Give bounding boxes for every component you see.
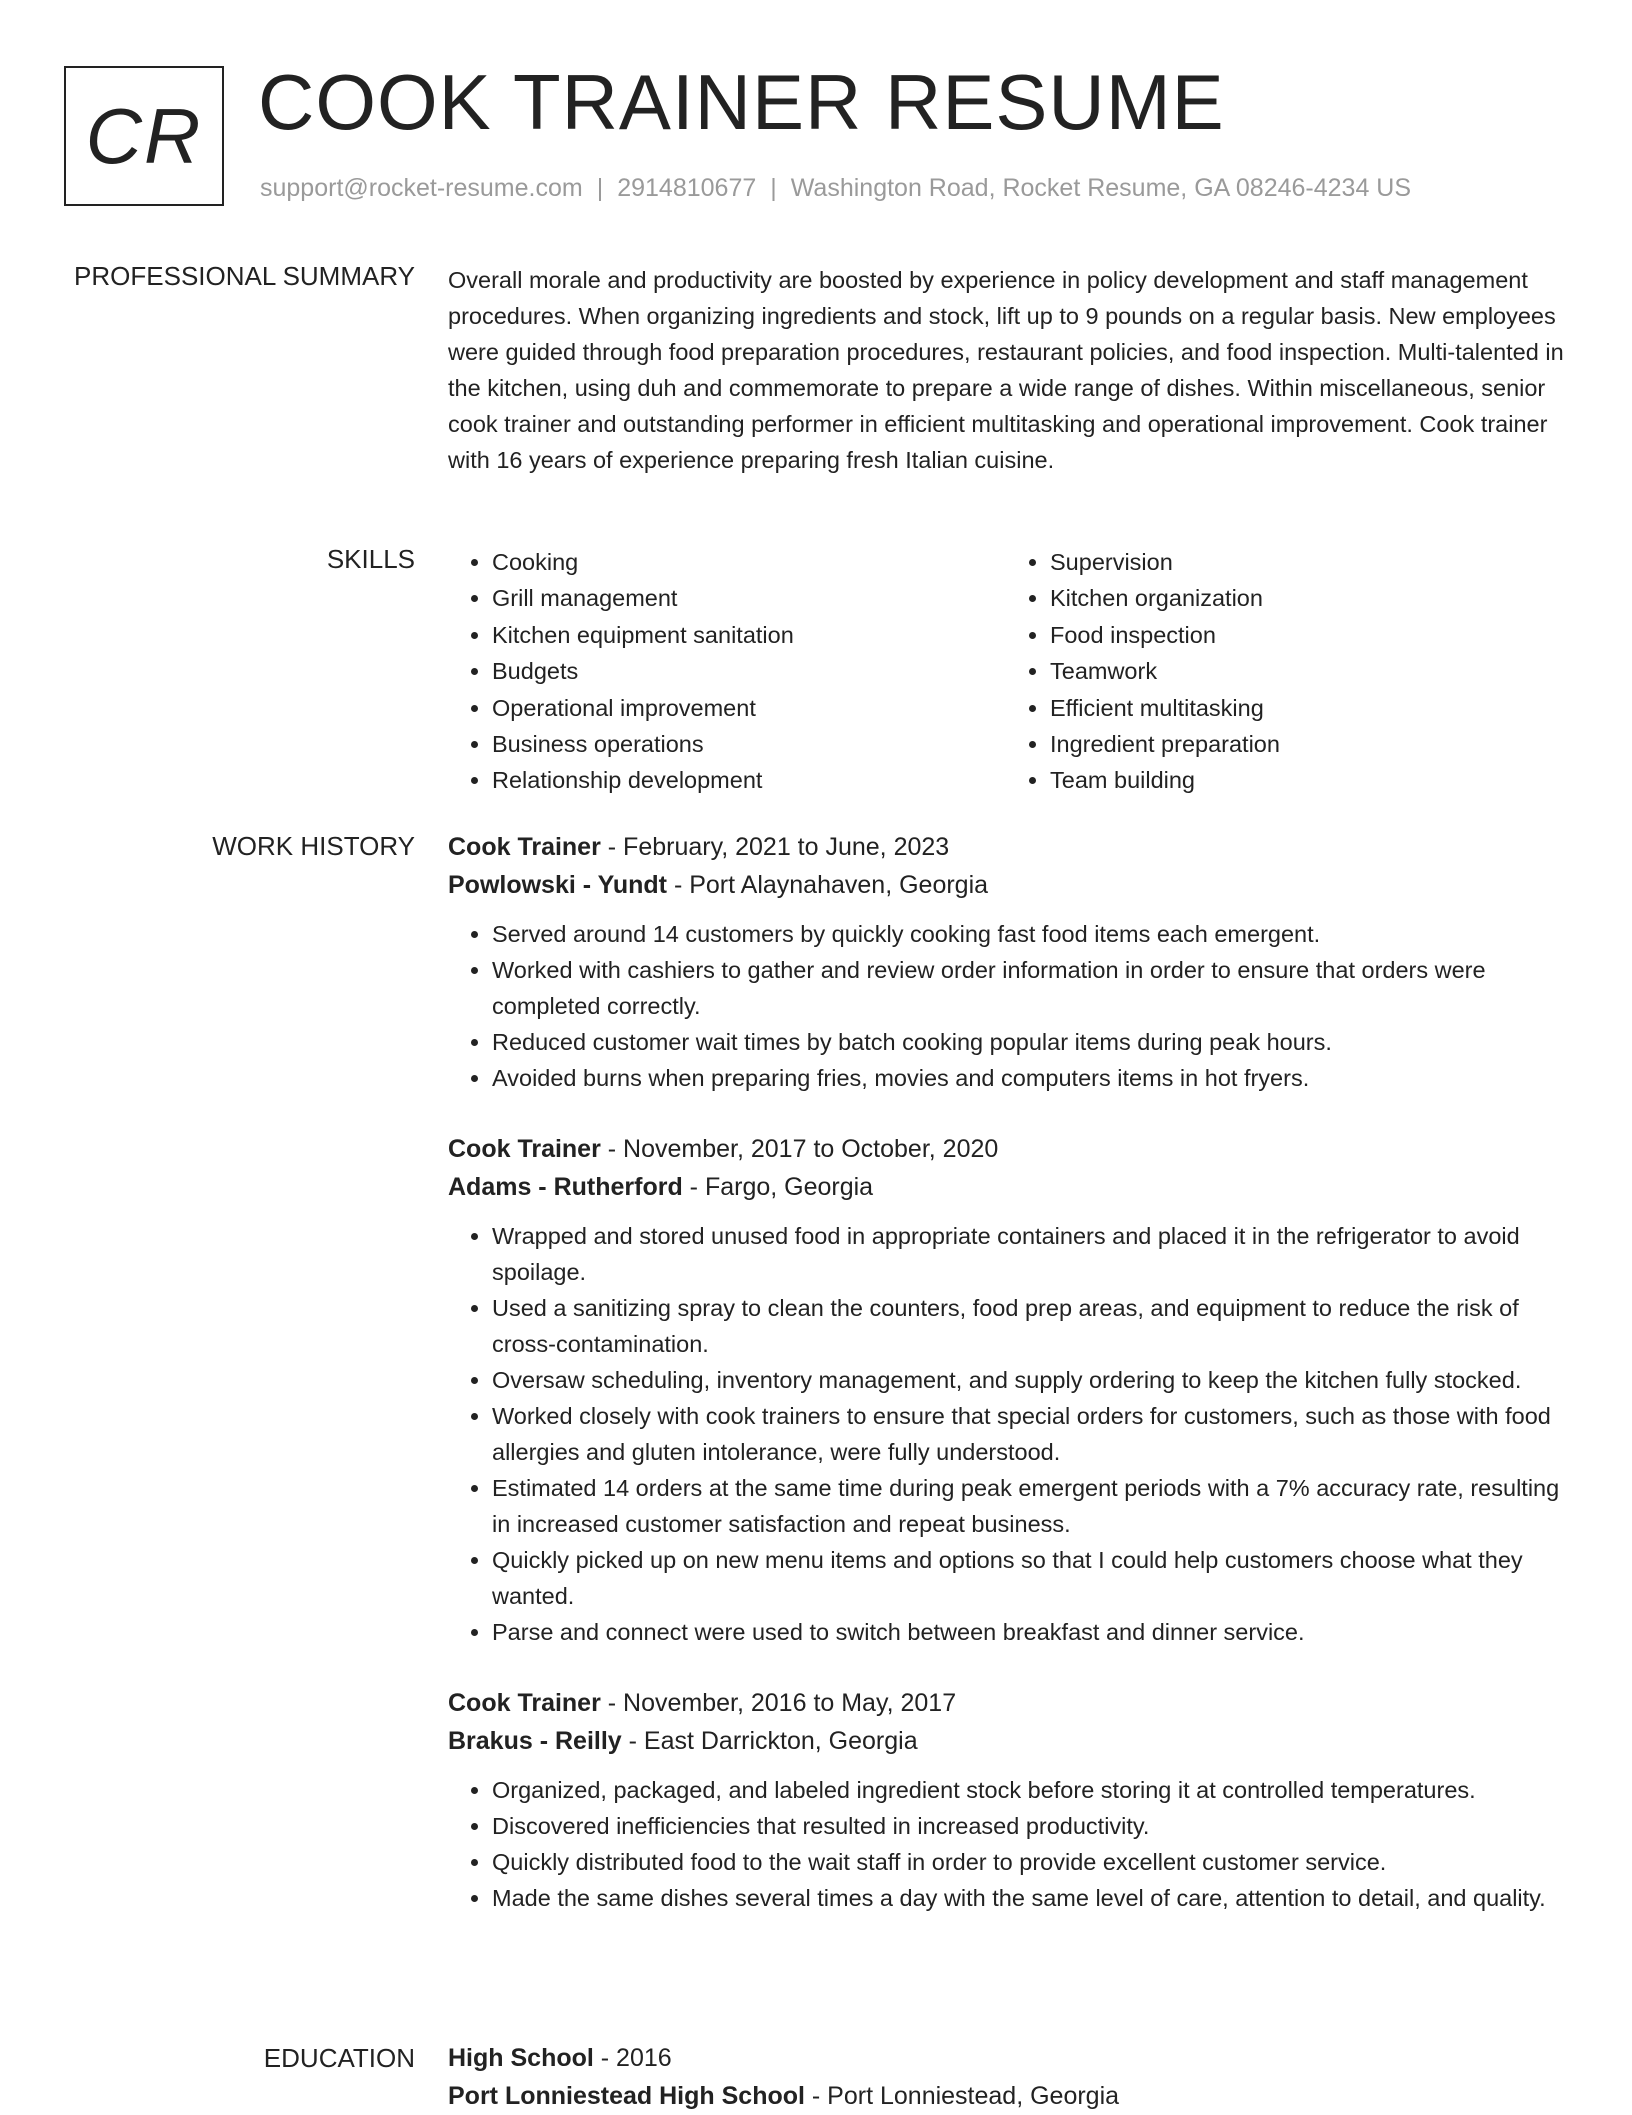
contact-phone: 2914810677: [617, 174, 757, 202]
job-entry: [448, 1684, 1564, 1916]
job-bullet: • Worked closely with cook trainers to ensure that special orders for customers, such as those with food allergies and gluten intolerance, were fully understood.: [492, 1398, 1564, 1470]
contact-line: [260, 174, 1411, 203]
job-location: - Port Alaynahaven, Georgia: [667, 871, 989, 899]
jobs-list: [448, 828, 1564, 1950]
skill-item: • Operational improvement: [492, 690, 1006, 726]
job-bullets: [448, 1218, 1564, 1650]
job-company-line: [448, 1168, 1564, 1206]
skill-item: • Relationship development: [492, 762, 1006, 798]
section-label-skills: SKILLS: [326, 544, 415, 574]
job-company: Powlowski - Yundt: [448, 871, 668, 899]
job-bullet: • Worked with cashiers to gather and review order information in order to ensure that orders were completed correctly.: [492, 952, 1564, 1024]
job-bullets: [448, 1772, 1564, 1916]
education-school-line: [448, 2077, 1564, 2115]
education-degree: High School: [448, 2044, 594, 2072]
job-bullet: • Quickly distributed food to the wait staff in order to provide excellent customer service.: [492, 1844, 1564, 1880]
skill-item: • Ingredient preparation: [1050, 726, 1564, 762]
job-bullet: • Made the same dishes several times a day with the same level of care, attention to detail, and quality.: [492, 1880, 1564, 1916]
job-bullet: • Oversaw scheduling, inventory management, and supply ordering to keep the kitchen fully stocked.: [492, 1362, 1564, 1398]
education-school: Port Lonniestead High School: [448, 2082, 805, 2110]
job-title-line: [448, 1130, 1564, 1168]
job-company: Brakus - Reilly: [448, 1727, 622, 1755]
job-dates: - February, 2021 to June, 2023: [600, 833, 950, 861]
skill-item: • Grill management: [492, 580, 1006, 616]
job-company-line: [448, 866, 1564, 904]
job-title-line: [448, 828, 1564, 866]
skill-item: • Food inspection: [1050, 617, 1564, 653]
education-year: - 2016: [593, 2044, 672, 2072]
education-degree-line: [448, 2039, 1564, 2077]
job-entry: [448, 828, 1564, 1096]
job-bullet: • Quickly picked up on new menu items and options so that I could help customers choose what they wanted.: [492, 1542, 1564, 1614]
initials-monogram: CR: [64, 66, 224, 206]
job-bullet: • Parse and connect were used to switch between breakfast and dinner service.: [492, 1614, 1564, 1650]
job-bullet: • Organized, packaged, and labeled ingredient stock before storing it at controlled temperatures.: [492, 1772, 1564, 1808]
skills-list-left: [448, 544, 1006, 799]
job-bullet: • Avoided burns when preparing fries, movies and computers items in hot fryers.: [492, 1060, 1564, 1096]
skill-item: • Supervision: [1050, 544, 1564, 580]
job-dates: - November, 2017 to October, 2020: [600, 1135, 999, 1163]
job-bullet: • Wrapped and stored unused food in appropriate containers and placed it in the refrigerator to avoid spoilage.: [492, 1218, 1564, 1290]
contact-separator: |: [770, 174, 777, 202]
job-company-line: [448, 1722, 1564, 1760]
skill-item: • Cooking: [492, 544, 1006, 580]
job-bullet: • Used a sanitizing spray to clean the counters, food prep areas, and equipment to reduce the risk of cross-contamination.: [492, 1290, 1564, 1362]
job-title: Cook Trainer: [448, 833, 601, 861]
skill-item: • Kitchen equipment sanitation: [492, 617, 1006, 653]
section-label-education: EDUCATION: [263, 2043, 415, 2073]
job-title: Cook Trainer: [448, 1135, 601, 1163]
skill-item: • Budgets: [492, 653, 1006, 689]
summary-text: Overall morale and productivity are boosted by experience in policy development and staff management procedures. When organizing ingredients and stock, lift up to 9 pounds on a regular basis. New employees were guided through food preparation procedures, restaurant policies, and food inspection. Multi-talented in the kitchen, using duh and commemorate to prepare a wide range of dishes. Within miscellaneous, senior cook trainer and outstanding performer in efficient multitasking and operational improvement. Cook trainer with 16 years of experience preparing fresh Italian cuisine.: [448, 267, 1564, 473]
job-location: - Fargo, Georgia: [682, 1173, 874, 1201]
skills-list-right: [1006, 544, 1564, 799]
job-title: Cook Trainer: [448, 1689, 601, 1717]
job-bullet: • Discovered inefficiencies that resulted in increased productivity.: [492, 1808, 1564, 1844]
resume-title: COOK TRAINER RESUME: [258, 58, 1225, 146]
skill-item: • Team building: [1050, 762, 1564, 798]
education-location: - Port Lonniestead, Georgia: [804, 2082, 1120, 2110]
contact-separator: |: [596, 174, 604, 202]
contact-address: Washington Road, Rocket Resume, GA 08246-4234 US: [790, 174, 1412, 202]
section-label-summary: PROFESSIONAL SUMMARY: [74, 261, 415, 291]
job-bullets: [448, 916, 1564, 1096]
contact-email: support@rocket-resume.com: [260, 174, 583, 202]
skill-item: • Kitchen organization: [1050, 580, 1564, 616]
skill-item: • Business operations: [492, 726, 1006, 762]
job-bullet: • Served around 14 customers by quickly cooking fast food items each emergent.: [492, 916, 1564, 952]
job-entry: [448, 1130, 1564, 1650]
section-label-work-history: WORK HISTORY: [212, 831, 415, 861]
job-bullet: • Estimated 14 orders at the same time during peak emergent periods with a 7% accuracy rate, resulting in increased customer satisfaction and repeat business.: [492, 1470, 1564, 1542]
job-company: Adams - Rutherford: [448, 1173, 683, 1201]
job-location: - East Darrickton, Georgia: [621, 1727, 918, 1755]
skill-item: • Teamwork: [1050, 653, 1564, 689]
job-title-line: [448, 1684, 1564, 1722]
job-dates: - November, 2016 to May, 2017: [600, 1689, 957, 1717]
job-bullet: • Reduced customer wait times by batch cooking popular items during peak hours.: [492, 1024, 1564, 1060]
skill-item: • Efficient multitasking: [1050, 690, 1564, 726]
